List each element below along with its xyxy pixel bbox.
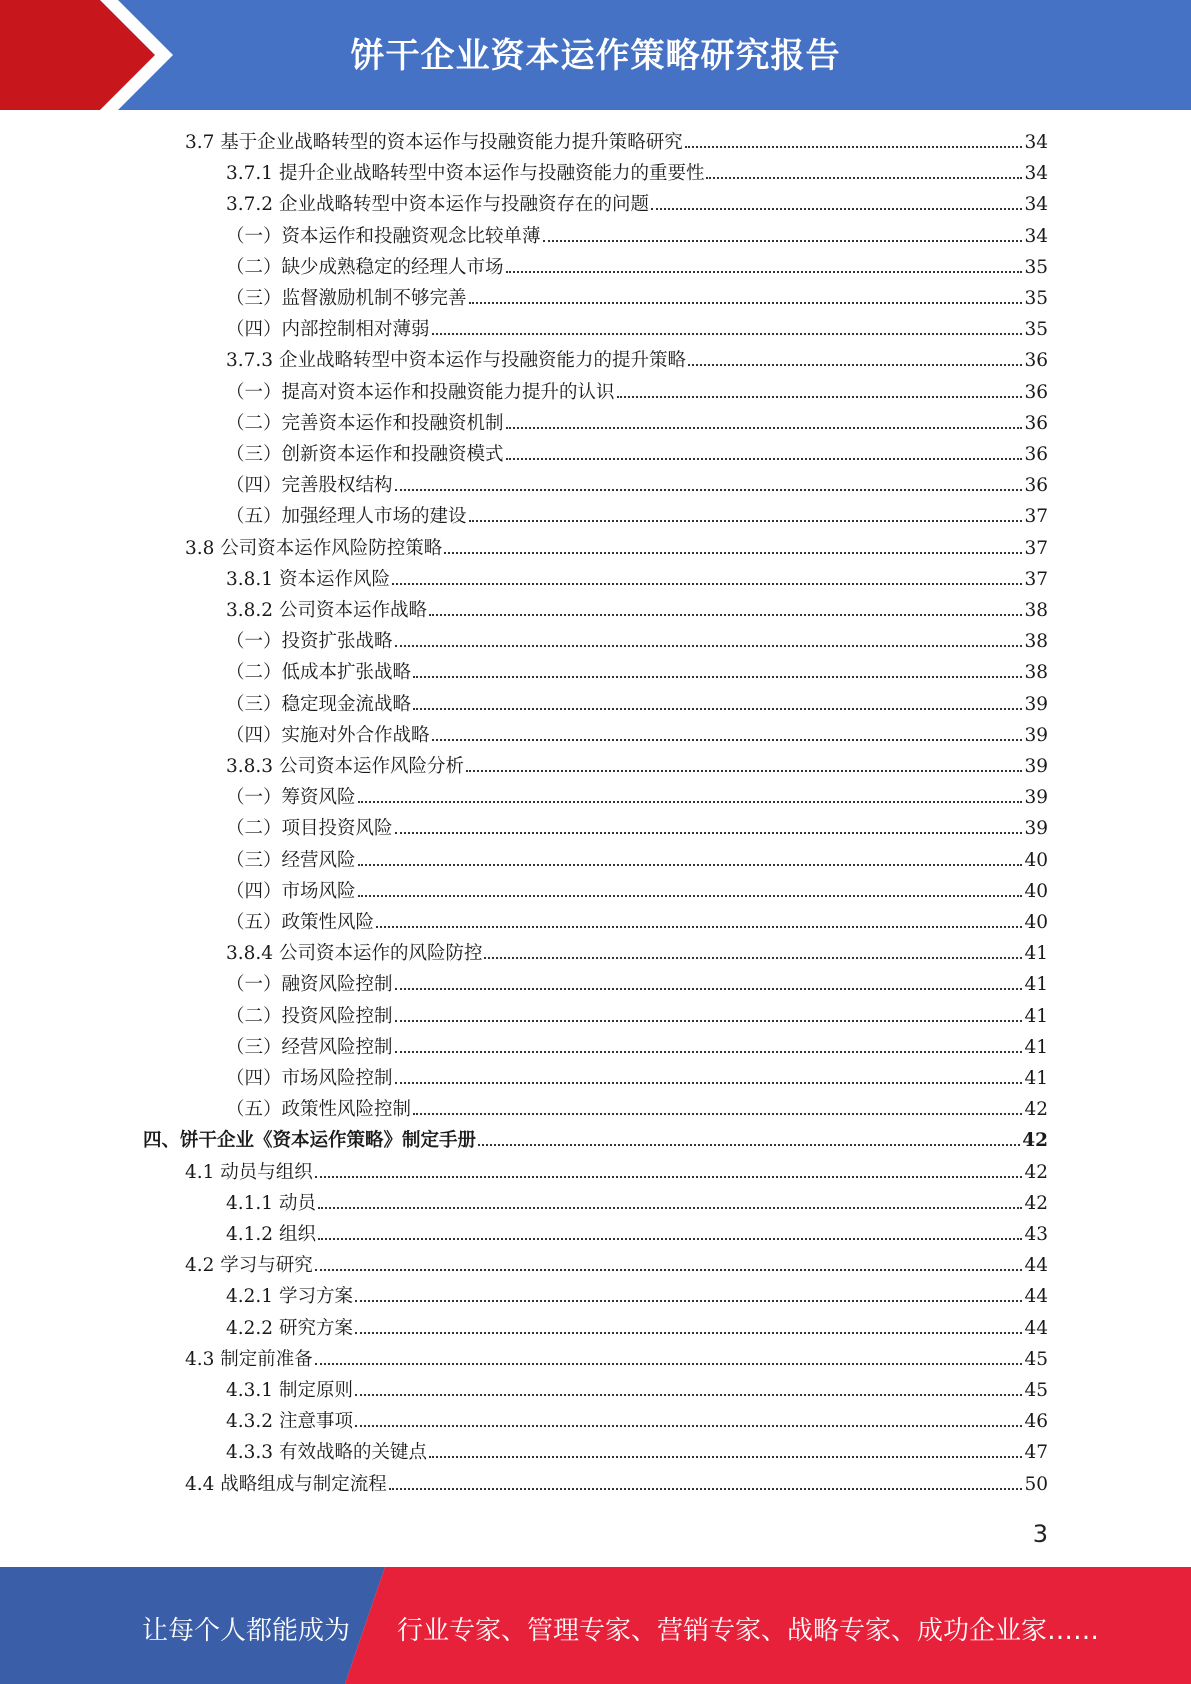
toc-page-number: 39: [1024, 724, 1048, 746]
toc-dot-leader: [395, 1032, 1023, 1053]
toc-entry-title: 4.4 战略组成与制定流程: [185, 1473, 387, 1495]
toc-entry-title: 3.8.2 公司资本运作战略: [226, 600, 427, 621]
toc-entry-title: （二）项目投资风险: [226, 818, 393, 840]
toc-dot-leader: [395, 969, 1023, 990]
toc-page-number: 36: [1024, 381, 1048, 403]
toc-dot-leader: [315, 1344, 1023, 1365]
toc-dot-leader: [355, 1281, 1023, 1302]
toc-dot-leader: [484, 938, 1022, 959]
toc-page-number: 40: [1024, 880, 1048, 902]
toc-dot-leader: [315, 1157, 1023, 1178]
toc-dot-leader: [651, 189, 1022, 210]
toc-page-number: 39: [1024, 756, 1048, 777]
toc-entry-title: （三）经营风险控制: [226, 1036, 393, 1058]
toc-entry-title: （四）内部控制相对薄弱: [226, 319, 430, 341]
toc-page-number: 37: [1024, 537, 1048, 559]
toc-entry[interactable]: [226, 1375, 1048, 1403]
toc-entry[interactable]: [226, 751, 1048, 779]
toc-entry-title: （四）市场风险控制: [226, 1068, 393, 1089]
toc-entry[interactable]: [226, 1406, 1048, 1434]
toc-entry-title: （二）缺少成熟稳定的经理人市场: [226, 256, 504, 278]
toc-entry-title: （五）加强经理人市场的建设: [226, 506, 467, 528]
toc-page-number: 47: [1024, 1442, 1048, 1464]
toc-page-number: 36: [1024, 350, 1048, 372]
toc-entry[interactable]: [226, 439, 1048, 467]
toc-entry-title: （三）创新资本运作和投融资模式: [226, 444, 504, 465]
toc-entry[interactable]: [226, 377, 1048, 405]
toc-entry[interactable]: [185, 1344, 1048, 1372]
toc-page-number: 34: [1024, 225, 1048, 247]
toc-page-number: 41: [1024, 1036, 1048, 1058]
toc-dot-leader: [358, 876, 1023, 897]
toc-dot-leader: [413, 1094, 1022, 1115]
toc-entry-title: 3.7 基于企业战略转型的资本运作与投融资能力提升策略研究: [185, 132, 683, 153]
toc-entry[interactable]: [226, 782, 1048, 810]
toc-entry[interactable]: [226, 1001, 1048, 1029]
toc-page-number: 42: [1022, 1130, 1048, 1152]
toc-entry[interactable]: [226, 595, 1048, 623]
toc-entry-title: （一）投资扩张战略: [226, 631, 393, 653]
toc-dot-leader: [432, 314, 1023, 335]
toc-page-number: 50: [1024, 1473, 1048, 1495]
toc-page-number: 34: [1024, 163, 1048, 185]
toc-dot-leader: [355, 1406, 1023, 1427]
toc-entry-title: 3.8.4 公司资本运作的风险防控: [226, 943, 483, 965]
toc-entry[interactable]: [226, 314, 1048, 342]
toc-entry[interactable]: [226, 189, 1048, 217]
toc-page-number: 41: [1024, 1068, 1048, 1089]
toc-page-number: 42: [1024, 1192, 1048, 1214]
toc-dot-leader: [466, 751, 1022, 772]
toc-entry-title: （一）提高对资本运作和投融资能力提升的认识: [226, 381, 615, 403]
toc-page-number: 40: [1024, 849, 1048, 871]
toc-entry-title: （二）投资风险控制: [226, 1005, 393, 1027]
toc-dot-leader: [392, 564, 1022, 585]
toc-entry[interactable]: [185, 1469, 1048, 1497]
toc-page-number: 45: [1024, 1348, 1048, 1370]
toc-entry[interactable]: [143, 1125, 1048, 1153]
toc-page-number: 37: [1024, 506, 1048, 528]
toc-entry-title: 3.7.2 企业战略转型中资本运作与投融资存在的问题: [226, 194, 649, 216]
toc-entry-title: 四、饼干企业《资本运作策略》制定手册: [143, 1130, 477, 1152]
toc-entry[interactable]: [226, 221, 1048, 249]
toc-dot-leader: [395, 1063, 1023, 1084]
toc-page-number: 39: [1024, 787, 1048, 809]
toc-entry[interactable]: [226, 1188, 1048, 1216]
toc-entry-title: 4.2.1 学习方案: [226, 1286, 353, 1308]
toc-dot-leader: [376, 907, 1022, 928]
toc-dot-leader: [469, 501, 1023, 522]
toc-page-number: 35: [1024, 319, 1048, 341]
toc-entry[interactable]: [226, 938, 1048, 966]
toc-dot-leader: [315, 1250, 1023, 1271]
toc-dot-leader: [543, 221, 1023, 242]
toc-entry-title: （四）市场风险: [226, 880, 356, 902]
toc-dot-leader: [358, 782, 1023, 803]
toc-entry[interactable]: [226, 876, 1048, 904]
toc-dot-leader: [706, 158, 1022, 179]
toc-entry-title: （一）筹资风险: [226, 787, 356, 809]
toc-dot-leader: [617, 377, 1023, 398]
toc-page-number: 36: [1024, 412, 1048, 434]
toc-dot-leader: [506, 439, 1023, 460]
toc-page-number: 41: [1024, 943, 1048, 965]
toc-dot-leader: [413, 657, 1022, 678]
report-title: 饼干企业资本运作策略研究报告: [350, 36, 841, 76]
toc-entry[interactable]: [226, 1313, 1048, 1341]
toc-entry-title: 3.8 公司资本运作风险防控策略: [185, 537, 443, 559]
toc-page-number: 39: [1024, 818, 1048, 840]
toc-entry-title: （四）完善股权结构: [226, 475, 393, 497]
toc-entry[interactable]: [226, 626, 1048, 654]
toc-dot-leader: [395, 1001, 1023, 1022]
toc-entry-title: 4.1.1 动员: [226, 1192, 316, 1214]
toc-entry[interactable]: [226, 1219, 1048, 1247]
toc-page-number: 43: [1024, 1224, 1048, 1245]
toc-entry[interactable]: [226, 408, 1048, 436]
toc-page-number: 40: [1024, 912, 1048, 933]
footer-slogan-left: 让每个人都能成为: [142, 1616, 351, 1646]
toc-entry-title: 4.3.1 制定原则: [226, 1380, 353, 1401]
toc-dot-leader: [395, 626, 1023, 647]
toc-entry[interactable]: [226, 969, 1048, 997]
toc-page-number: 44: [1024, 1286, 1048, 1308]
toc-entry-title: 4.3.3 有效战略的关键点: [226, 1442, 427, 1464]
toc-page-number: 36: [1024, 475, 1048, 497]
toc-entry[interactable]: [226, 283, 1048, 311]
toc-page-number: 35: [1024, 288, 1048, 309]
page-number: 3: [1032, 1520, 1048, 1548]
toc-page-number: 39: [1024, 693, 1048, 715]
toc-dot-leader: [395, 470, 1023, 491]
toc-entry[interactable]: [185, 1157, 1048, 1185]
toc-dot-leader: [506, 408, 1023, 429]
toc-entry-title: 3.7.3 企业战略转型中资本运作与投融资能力的提升策略: [226, 350, 686, 372]
toc-entry[interactable]: [226, 158, 1048, 186]
header-banner: [0, 0, 1191, 110]
toc-page-number: 42: [1024, 1161, 1048, 1183]
toc-page-number: 37: [1024, 568, 1048, 590]
toc-entry-title: 4.2.2 研究方案: [226, 1317, 353, 1339]
toc-entry-title: （五）政策性风险: [226, 912, 375, 933]
toc-dot-leader: [355, 1375, 1023, 1396]
toc-entry[interactable]: [226, 1063, 1048, 1091]
toc-entry-title: 3.8.1 资本运作风险: [226, 568, 390, 590]
toc-dot-leader: [432, 720, 1023, 741]
toc-entry-title: （二）完善资本运作和投融资机制: [226, 412, 504, 434]
toc-dot-leader: [469, 283, 1023, 304]
toc-entry[interactable]: [226, 470, 1048, 498]
toc-entry[interactable]: [226, 813, 1048, 841]
toc-entry[interactable]: [185, 1250, 1048, 1278]
toc-entry-title: 4.3.2 注意事项: [226, 1411, 353, 1433]
footer-banner: [0, 1567, 1191, 1684]
toc-dot-leader: [685, 127, 1023, 148]
toc-entry-title: （三）监督激励机制不够完善: [226, 288, 467, 309]
toc-entry-title: （一）资本运作和投融资观念比较单薄: [226, 225, 541, 247]
toc-page-number: 34: [1024, 132, 1048, 153]
toc-dot-leader: [318, 1219, 1023, 1240]
toc-page-number: 35: [1024, 256, 1048, 278]
toc-entry[interactable]: [226, 845, 1048, 873]
toc-page-number: 38: [1024, 631, 1048, 653]
toc-page-number: 34: [1024, 194, 1048, 216]
toc-dot-leader: [355, 1313, 1023, 1334]
toc-page-number: 45: [1024, 1380, 1048, 1401]
toc-entry-title: 4.1 动员与组织: [185, 1161, 313, 1183]
toc-entry[interactable]: [226, 1032, 1048, 1060]
footer-slogan-right: 行业专家、管理专家、营销专家、战略专家、成功企业家……: [397, 1616, 1100, 1646]
toc-entry[interactable]: [226, 689, 1048, 717]
toc-page-number: 36: [1024, 444, 1048, 465]
toc-dot-leader: [358, 845, 1023, 866]
toc-entry[interactable]: [226, 1437, 1048, 1465]
toc-dot-leader: [429, 595, 1022, 616]
toc-page-number: 38: [1024, 600, 1048, 621]
toc-entry[interactable]: [226, 1281, 1048, 1309]
toc-page-number: 46: [1024, 1411, 1048, 1433]
toc-entry[interactable]: [226, 657, 1048, 685]
toc-entry[interactable]: [226, 501, 1048, 529]
toc-entry-title: 3.7.1 提升企业战略转型中资本运作与投融资能力的重要性: [226, 163, 705, 185]
toc-entry-title: 4.2 学习与研究: [185, 1255, 313, 1277]
toc-dot-leader: [389, 1469, 1023, 1490]
toc-entry-title: 3.8.3 公司资本运作风险分析: [226, 756, 464, 777]
toc-page-number: 44: [1024, 1255, 1048, 1277]
toc-entry[interactable]: [226, 564, 1048, 592]
toc-dot-leader: [444, 533, 1022, 554]
toc-dot-leader: [506, 252, 1023, 273]
toc-dot-leader: [318, 1188, 1023, 1209]
toc-page-number: 41: [1024, 1005, 1048, 1027]
toc-entry[interactable]: [226, 345, 1048, 373]
toc-entry[interactable]: [226, 1094, 1048, 1122]
toc-page-number: 41: [1024, 974, 1048, 996]
toc-entry-title: （三）稳定现金流战略: [226, 693, 412, 715]
toc-dot-leader: [478, 1125, 1020, 1146]
toc-entry[interactable]: [226, 720, 1048, 748]
toc-dot-leader: [395, 813, 1023, 834]
toc-entry[interactable]: [185, 533, 1048, 561]
toc-page-number: 44: [1024, 1317, 1048, 1339]
toc-entry-title: 4.1.2 组织: [226, 1224, 316, 1245]
toc-entry-title: （一）融资风险控制: [226, 974, 393, 996]
toc-dot-leader: [688, 345, 1022, 366]
toc-dot-leader: [413, 689, 1022, 710]
toc-entry-title: （三）经营风险: [226, 849, 356, 871]
toc-entry[interactable]: [226, 907, 1048, 935]
toc-entry-title: （二）低成本扩张战略: [226, 662, 412, 684]
toc-page-number: 42: [1024, 1099, 1048, 1121]
toc-page-number: 38: [1024, 662, 1048, 684]
toc-entry-title: 4.3 制定前准备: [185, 1348, 313, 1370]
toc-dot-leader: [429, 1437, 1022, 1458]
toc-entry[interactable]: [185, 127, 1048, 155]
toc-entry-title: （五）政策性风险控制: [226, 1099, 412, 1121]
toc-entry-title: （四）实施对外合作战略: [226, 724, 430, 746]
toc-entry[interactable]: [226, 252, 1048, 280]
